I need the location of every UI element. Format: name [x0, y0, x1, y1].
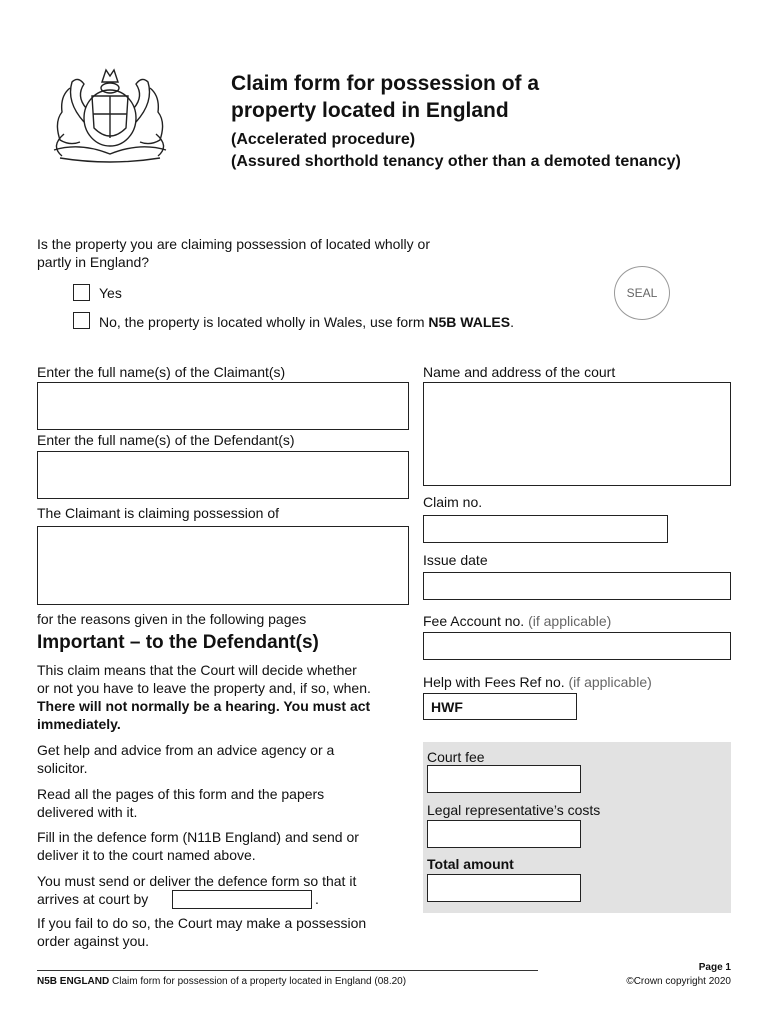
p3-line2: delivered with it. [37, 804, 138, 820]
fee-account-hint: (if applicable) [528, 613, 612, 629]
defence-form-paragraph [37, 828, 407, 864]
subtitle-line1: (Accelerated procedure) [231, 131, 416, 148]
hwf-hint: (if applicable) [568, 674, 652, 690]
form-title [231, 70, 539, 124]
important-heading: Important – to the Defendant(s) [37, 632, 319, 653]
copyright: ©Crown copyright 2020 [626, 976, 731, 987]
possession-label: The Claimant is claiming possession of [37, 505, 279, 521]
no-wales-label-suffix: . [510, 314, 514, 330]
hwf-label [423, 673, 652, 691]
form-subtitle [231, 129, 681, 173]
failure-paragraph [37, 914, 407, 950]
footer-form-desc: Claim form for possession of a property located in England (08.20) [112, 976, 407, 987]
footer-page-info [626, 961, 731, 989]
court-label: Name and address of the court [423, 364, 616, 380]
footer-form-ref [37, 976, 406, 987]
n5b-wales-form-ref: N5B WALES [428, 314, 511, 330]
form-title-line2: property located in England [231, 99, 509, 122]
fee-account-label [423, 612, 611, 630]
claimant-name-field[interactable] [37, 382, 409, 430]
no-wales-label [99, 313, 514, 331]
fee-account-field[interactable] [423, 632, 731, 660]
issue-date-field[interactable] [423, 572, 731, 600]
location-question-line1: Is the property you are claiming possession of located wholly or [37, 236, 430, 252]
page-number: Page 1 [698, 962, 731, 973]
p2-line2: solicitor. [37, 760, 88, 776]
defendant-label: Enter the full name(s) of the Defendant(s) [37, 432, 295, 448]
reasons-text: for the reasons given in the following pages [37, 611, 307, 627]
hwf-label-text: Help with Fees Ref no. [423, 674, 565, 690]
p1-bold-line1: There will not normally be a hearing. You must act [37, 698, 371, 714]
court-address-field[interactable] [423, 382, 731, 486]
read-pages-paragraph [37, 785, 407, 821]
yes-label: Yes [99, 285, 122, 301]
p1-line1: This claim means that the Court will decide whether [37, 662, 357, 678]
fee-account-label-text: Fee Account no. [423, 613, 525, 629]
p3-line1: Read all the pages of this form and the papers [37, 786, 325, 802]
footer-rule [37, 970, 538, 971]
p5-line2: arrives at court by [37, 891, 149, 907]
issue-date-label: Issue date [423, 552, 488, 568]
p5-line1: You must send or deliver the defence form so that it [37, 873, 357, 889]
no-wales-label-prefix: No, the property is located wholly in Wales, use form [99, 314, 429, 330]
p6-line1: If you fail to do so, the Court may make a possession [37, 915, 367, 931]
advice-paragraph [37, 741, 407, 777]
p1-bold-line2: immediately. [37, 716, 121, 732]
total-amount-label: Total amount [427, 856, 514, 872]
defendant-name-field[interactable] [37, 451, 409, 499]
total-amount-field[interactable] [427, 874, 581, 902]
claim-meaning-paragraph [37, 661, 407, 733]
claimant-label: Enter the full name(s) of the Claimant(s) [37, 364, 286, 380]
form-title-line1: Claim form for possession of a [231, 72, 540, 95]
yes-checkbox[interactable] [73, 284, 90, 301]
subtitle-line2: (Assured shorthold tenancy other than a demoted tenancy) [231, 153, 681, 170]
court-fee-label: Court fee [427, 749, 485, 765]
hwf-field[interactable] [423, 693, 577, 720]
footer-form-code: N5B ENGLAND [37, 976, 110, 987]
p2-line1: Get help and advice from an advice agency or a [37, 742, 335, 758]
claim-no-field[interactable] [423, 515, 668, 543]
court-seal: SEAL [614, 266, 670, 320]
legal-costs-label: Legal representative’s costs [427, 802, 601, 818]
arrival-date-field[interactable] [172, 890, 312, 909]
claim-no-label: Claim no. [423, 494, 483, 510]
no-wales-checkbox[interactable] [73, 312, 90, 329]
property-address-field[interactable] [37, 526, 409, 605]
p5-period: . [315, 891, 319, 907]
p6-line2: order against you. [37, 933, 150, 949]
hwf-prefix: HWF [431, 699, 463, 715]
p1-line2: or not you have to leave the property and, if so, when. [37, 680, 371, 696]
location-question-line2: partly in England? [37, 254, 150, 270]
royal-coat-of-arms-icon [40, 62, 180, 170]
p4-line2: deliver it to the court named above. [37, 847, 256, 863]
court-fee-field[interactable] [427, 765, 581, 793]
location-question [37, 235, 487, 271]
legal-costs-field[interactable] [427, 820, 581, 848]
p4-line1: Fill in the defence form (N11B England) and send or [37, 829, 359, 845]
